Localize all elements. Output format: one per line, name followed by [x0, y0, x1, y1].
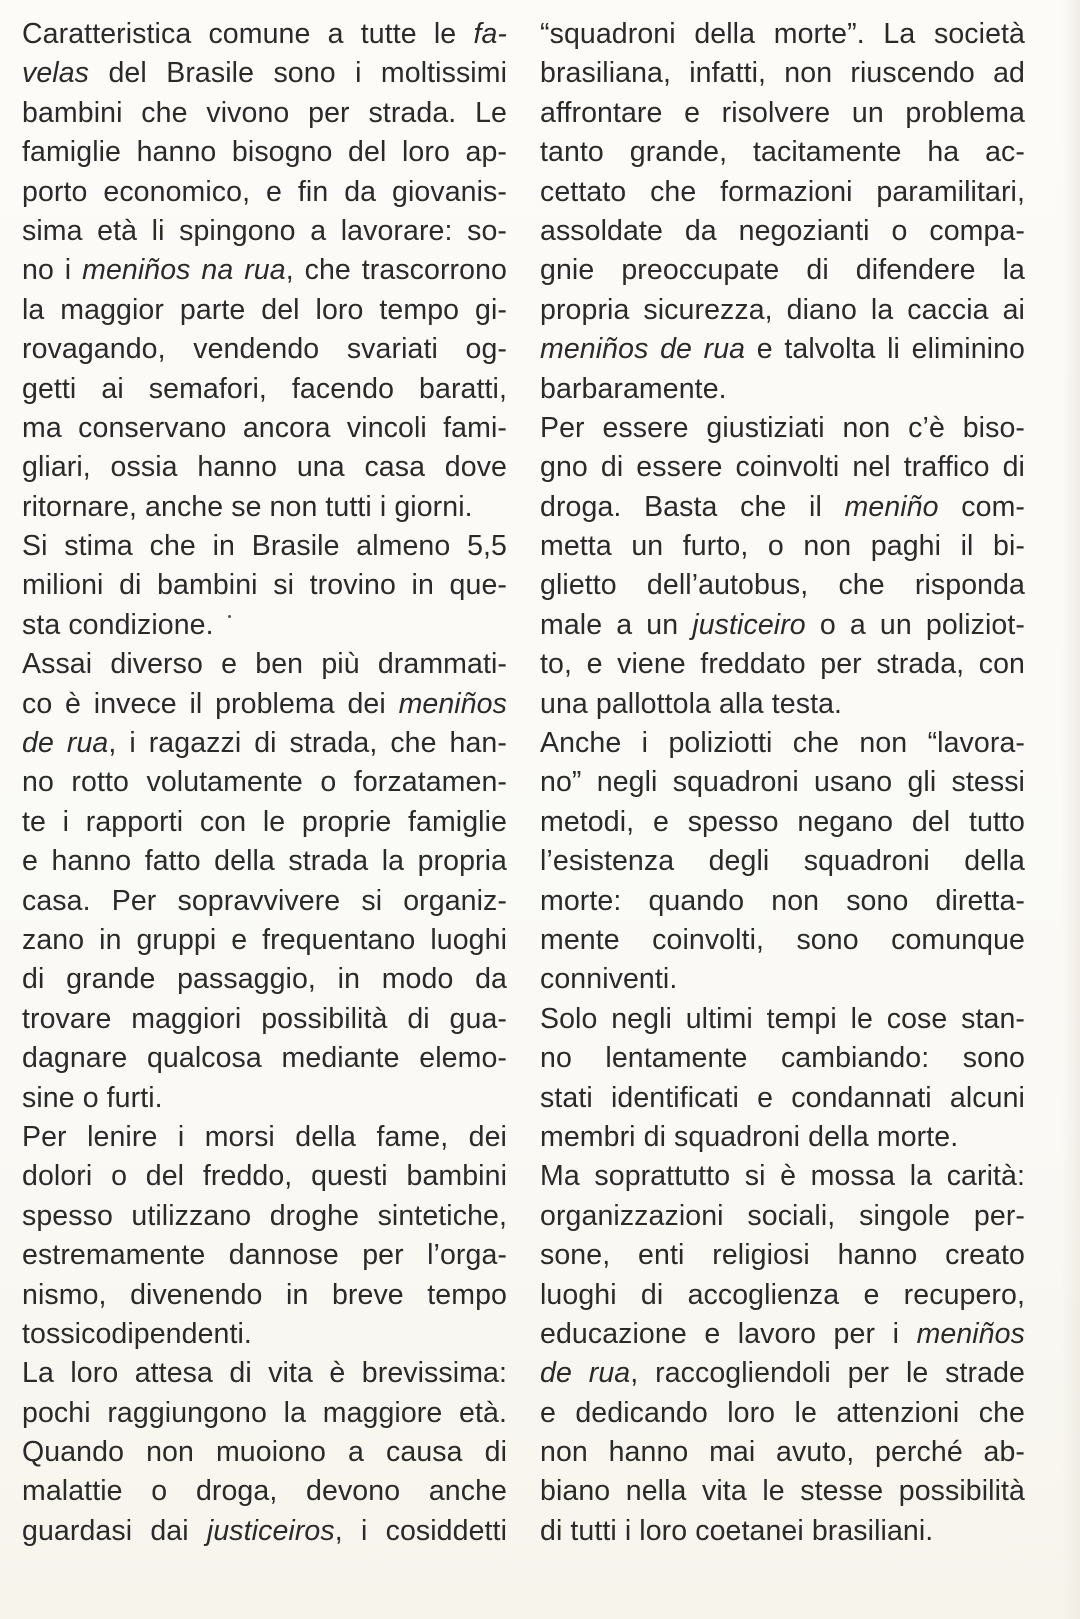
- text-line: [22, 921, 507, 960]
- text-line: [540, 173, 1025, 212]
- text-segment: bambini che vivono per strada. Le: [22, 96, 507, 129]
- text-line: [22, 1512, 507, 1551]
- text-segment: sine o furti.: [22, 1081, 163, 1114]
- text-line: [22, 15, 507, 54]
- text-line: [540, 842, 1025, 881]
- text-segment: sone, enti religiosi hanno creato: [540, 1239, 1025, 1272]
- text-segment: una pallottola alla testa.: [540, 687, 843, 720]
- text-segment: no i: [22, 254, 83, 287]
- text-line: [22, 527, 507, 566]
- text-segment: morte: quando non sono diretta-: [540, 884, 1025, 917]
- text-line: [540, 94, 1025, 133]
- text-line: [540, 1315, 1025, 1354]
- text-segment: del Brasile sono i moltissimi: [89, 57, 507, 90]
- text-segment: dolori o del freddo, questi bambini: [22, 1160, 507, 1193]
- italic-term: de rua: [540, 1357, 631, 1390]
- text-line: [22, 409, 507, 448]
- text-segment: no lentamente cambiando: sono: [540, 1042, 1025, 1075]
- text-segment: metodi, e spesso negano del tutto: [540, 805, 1025, 838]
- text-segment: membri di squadroni della morte.: [540, 1120, 959, 1153]
- text-line: [22, 488, 507, 527]
- text-line: [540, 133, 1025, 172]
- text-segment: di grande passaggio, in modo da: [22, 963, 507, 996]
- stray-dot-mark: [228, 615, 231, 618]
- text-line: [22, 960, 507, 999]
- text-line: [540, 1433, 1025, 1472]
- text-line: [540, 1236, 1025, 1275]
- text-line: [540, 763, 1025, 802]
- text-line: [540, 1472, 1025, 1511]
- text-segment: Solo negli ultimi tempi le cose stan-: [540, 1002, 1025, 1035]
- text-segment: La loro attesa di vita è brevissima:: [22, 1357, 507, 1390]
- text-segment: Ma soprattutto si è mossa la carità:: [540, 1160, 1025, 1193]
- text-line: [540, 1039, 1025, 1078]
- text-segment: gliari, ossia hanno una casa dove: [22, 451, 507, 484]
- text-segment: metta un furto, o non paghi il bi-: [540, 530, 1025, 563]
- text-line: [22, 1157, 507, 1196]
- text-segment: non hanno mai avuto, perché ab-: [540, 1436, 1025, 1469]
- italic-term: velas: [22, 57, 90, 90]
- text-line: [22, 724, 507, 763]
- text-segment: trovare maggiori possibilità di gua-: [22, 1002, 507, 1035]
- text-line: [22, 212, 507, 251]
- text-line: [540, 685, 1025, 724]
- text-line: [22, 1433, 507, 1472]
- text-segment: brasiliana, infatti, non riuscendo ad: [540, 57, 1025, 90]
- text-segment: e dedicando loro le attenzioni che: [540, 1396, 1025, 1429]
- italic-term: meniños: [916, 1317, 1025, 1350]
- text-line: [540, 1118, 1025, 1157]
- text-line: [22, 645, 507, 684]
- italic-term: meniños de rua: [540, 333, 746, 366]
- text-line: [540, 1000, 1025, 1039]
- text-line: [540, 724, 1025, 763]
- text-line: [22, 1079, 507, 1118]
- text-segment: biano nella vita le stesse possibilità: [540, 1475, 1025, 1508]
- text-line: [540, 448, 1025, 487]
- text-segment: barbaramente.: [540, 372, 727, 405]
- right-text-column: [540, 15, 1025, 1551]
- text-segment: tossicodipendenti.: [22, 1317, 252, 1350]
- text-line: [22, 1197, 507, 1236]
- text-line: [22, 566, 507, 605]
- text-segment: , i cosiddetti: [334, 1514, 508, 1547]
- text-segment: to, e viene freddato per strada, con: [540, 648, 1025, 681]
- text-segment: rovagando, vendendo svariati og-: [22, 333, 507, 366]
- text-segment: estremamente dannose per l’orga-: [22, 1239, 507, 1272]
- text-line: [540, 1276, 1025, 1315]
- text-line: [540, 803, 1025, 842]
- text-line: [540, 15, 1025, 54]
- text-line: [22, 763, 507, 802]
- text-segment: , che trascorrono: [285, 254, 507, 287]
- text-segment: di tutti i loro coetanei brasiliani.: [540, 1514, 934, 1547]
- text-segment: la maggior parte del loro tempo gi-: [22, 293, 507, 326]
- text-segment: affrontare e risolvere un problema: [540, 96, 1025, 129]
- text-segment: gnie preoccupate di difendere la: [540, 254, 1025, 287]
- text-segment: pochi raggiungono la maggiore età.: [22, 1396, 507, 1429]
- text-line: [22, 330, 507, 369]
- text-segment: famiglie hanno bisogno del loro ap-: [22, 136, 507, 169]
- text-segment: Per essere giustiziati non c’è biso-: [540, 411, 1025, 444]
- text-segment: casa. Per sopravvivere si organiz-: [22, 884, 507, 917]
- text-line: [22, 448, 507, 487]
- text-line: [540, 921, 1025, 960]
- text-line: [540, 1512, 1025, 1551]
- text-line: [540, 527, 1025, 566]
- text-segment: l’esistenza degli squadroni della: [540, 845, 1025, 878]
- italic-term: justiceiro: [692, 608, 806, 641]
- text-segment: com-: [938, 490, 1025, 523]
- text-segment: Quando non muoiono a causa di: [22, 1436, 507, 1469]
- text-segment: ritornare, anche se non tutti i giorni.: [22, 490, 473, 523]
- text-line: [540, 566, 1025, 605]
- text-segment: cettato che formazioni paramilitari,: [540, 175, 1025, 208]
- text-line: [540, 882, 1025, 921]
- text-line: [540, 645, 1025, 684]
- text-segment: tanto grande, tacitamente ha ac-: [540, 136, 1025, 169]
- text-segment: mente coinvolti, sono comunque: [540, 923, 1025, 956]
- text-segment: educazione e lavoro per i: [540, 1317, 917, 1350]
- text-line: [22, 1118, 507, 1157]
- text-segment: , raccogliendoli per le strade: [630, 1357, 1025, 1390]
- text-line: [22, 803, 507, 842]
- text-line: [22, 1000, 507, 1039]
- italic-term: meniños na rua: [82, 254, 286, 287]
- text-segment: e talvolta li eliminino: [745, 333, 1026, 366]
- text-segment: ma conservano ancora vincoli fami-: [22, 411, 507, 444]
- text-segment: te i rapporti con le proprie famiglie: [22, 805, 507, 838]
- text-line: [22, 173, 507, 212]
- text-segment: no” negli squadroni usano gli stessi: [540, 766, 1025, 799]
- text-segment: “squadroni della morte”. La società: [540, 18, 1025, 50]
- text-line: [540, 330, 1025, 369]
- text-segment: stati identificati e condannati alcuni: [540, 1081, 1025, 1114]
- text-segment: milioni di bambini si trovino in que-: [22, 569, 507, 602]
- text-line: [540, 606, 1025, 645]
- text-segment: getti ai semafori, facendo baratti,: [22, 372, 507, 405]
- text-line: [22, 1236, 507, 1275]
- text-line: [540, 1394, 1025, 1433]
- text-line: [540, 1354, 1025, 1393]
- text-line: [540, 251, 1025, 290]
- text-segment: nismo, divenendo in breve tempo: [22, 1278, 507, 1311]
- text-segment: zano in gruppi e frequentano luoghi: [22, 923, 507, 956]
- text-segment: o a un poliziot-: [805, 608, 1025, 641]
- text-segment: spesso utilizzano droghe sintetiche,: [22, 1199, 507, 1232]
- text-segment: e hanno fatto della strada la propria: [22, 845, 507, 878]
- text-line: [22, 1472, 507, 1511]
- text-segment: Si stima che in Brasile almeno 5,5: [22, 530, 507, 563]
- text-segment: luoghi di accoglienza e recupero,: [540, 1278, 1025, 1311]
- text-segment: gno di essere coinvolti nel traffico di: [540, 451, 1025, 484]
- text-segment: co è invece il problema dei: [22, 687, 399, 720]
- text-segment: Per lenire i morsi della fame, dei: [22, 1120, 507, 1153]
- page-edge-shadow: [1062, 0, 1080, 1619]
- text-line: [22, 1394, 507, 1433]
- text-segment: male a un: [540, 608, 693, 641]
- text-segment: , i ragazzi di strada, che han-: [108, 727, 507, 760]
- text-line: [540, 409, 1025, 448]
- text-line: [22, 1354, 507, 1393]
- italic-term: de rua: [22, 727, 109, 760]
- text-segment: sima età li spingono a lavorare: so-: [22, 214, 507, 247]
- text-segment: droga. Basta che il: [540, 490, 845, 523]
- text-segment: Anche i poliziotti che non “lavora-: [540, 727, 1025, 760]
- text-line: [22, 370, 507, 409]
- text-segment: guardasi dai: [22, 1514, 207, 1547]
- text-segment: sta condizione.: [22, 608, 214, 641]
- text-segment: porto economico, e fin da giovanis-: [22, 175, 507, 208]
- text-line: [22, 133, 507, 172]
- text-segment: dagnare qualcosa mediante elemo-: [22, 1042, 507, 1075]
- text-line: [22, 1039, 507, 1078]
- italic-term: fa-: [473, 18, 507, 50]
- text-line: [540, 960, 1025, 999]
- text-line: [540, 291, 1025, 330]
- text-segment: Assai diverso e ben più drammati-: [22, 648, 507, 681]
- text-segment: propria sicurezza, diano la caccia ai: [540, 293, 1025, 326]
- text-line: [540, 370, 1025, 409]
- text-segment: Caratteristica comune a tutte le: [22, 18, 474, 50]
- italic-term: meniño: [844, 490, 939, 523]
- text-line: [22, 1315, 507, 1354]
- text-line: [540, 212, 1025, 251]
- italic-term: meniños: [398, 687, 507, 720]
- text-segment: no rotto volutamente o forzatamen-: [22, 766, 507, 799]
- text-line: [540, 1157, 1025, 1196]
- text-segment: organizzazioni sociali, singole per-: [540, 1199, 1025, 1232]
- text-line: [22, 685, 507, 724]
- text-line: [540, 1197, 1025, 1236]
- text-line: [22, 882, 507, 921]
- text-line: [22, 291, 507, 330]
- text-line: [22, 54, 507, 93]
- text-line: [540, 488, 1025, 527]
- text-segment: glietto dell’autobus, che risponda: [540, 569, 1025, 602]
- text-line: [22, 606, 507, 645]
- text-segment: conniventi.: [540, 963, 678, 996]
- text-segment: assoldate da negozianti o compa-: [540, 214, 1025, 247]
- text-segment: malattie o droga, devono anche: [22, 1475, 507, 1508]
- text-line: [540, 54, 1025, 93]
- left-text-column: [22, 15, 507, 1551]
- text-line: [540, 1079, 1025, 1118]
- text-line: [22, 1276, 507, 1315]
- text-line: [22, 251, 507, 290]
- text-line: [22, 94, 507, 133]
- text-line: [22, 842, 507, 881]
- italic-term: justiceiros: [206, 1514, 335, 1547]
